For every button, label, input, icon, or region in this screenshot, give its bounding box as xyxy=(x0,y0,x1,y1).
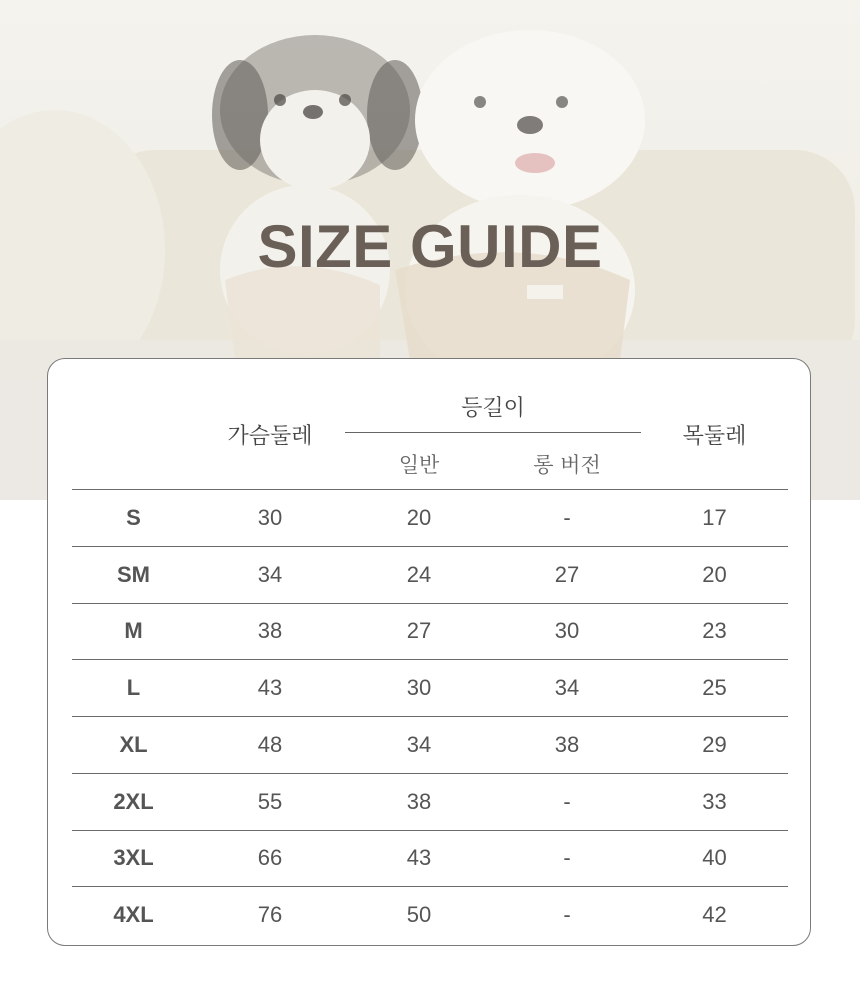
table-row xyxy=(72,660,788,717)
cell-neck: 25 xyxy=(702,675,727,701)
cell-regular: 20 xyxy=(406,504,432,530)
size-chart-card xyxy=(47,358,811,946)
cell-regular: 43 xyxy=(406,845,432,871)
cell-chest: 55 xyxy=(257,788,283,814)
cell-neck: 42 xyxy=(702,902,727,928)
cell-chest: 38 xyxy=(257,618,283,644)
cell-neck: 40 xyxy=(702,845,727,871)
size-label: 3XL xyxy=(113,845,154,871)
cell-chest: 76 xyxy=(257,902,283,928)
cell-chest: 34 xyxy=(257,561,283,587)
cell-neck: 29 xyxy=(702,731,727,757)
cell-neck: 33 xyxy=(702,788,727,814)
table-row xyxy=(72,773,788,830)
size-label: 4XL xyxy=(113,902,154,928)
cell-neck: 23 xyxy=(702,618,727,644)
table-row xyxy=(72,603,788,660)
size-label: XL xyxy=(119,731,148,757)
cell-regular: 30 xyxy=(406,675,432,701)
header-back-length: 등길이 xyxy=(461,396,525,421)
cell-chest: 30 xyxy=(257,504,283,530)
cell-long: - xyxy=(563,902,571,928)
table-row xyxy=(72,717,788,774)
header-neck: 목둘레 xyxy=(682,424,747,449)
cell-long: - xyxy=(563,788,571,814)
header-back-long: 롱 버전 xyxy=(533,453,601,477)
cell-long: 38 xyxy=(554,731,580,757)
cell-chest: 48 xyxy=(257,731,283,757)
cell-regular: 38 xyxy=(406,788,432,814)
cell-long: 27 xyxy=(554,561,580,587)
size-label: S xyxy=(126,504,141,530)
cell-long: - xyxy=(563,504,571,530)
cell-regular: 34 xyxy=(406,731,432,757)
header-back-regular: 일반 xyxy=(398,453,440,477)
cell-long: 30 xyxy=(554,618,580,644)
page-title: SIZE GUIDE xyxy=(257,213,603,280)
table-row xyxy=(72,887,788,944)
header-chest: 가슴둘레 xyxy=(227,424,313,449)
cell-chest: 66 xyxy=(257,845,283,871)
header-divider xyxy=(345,432,641,433)
table-row xyxy=(72,490,788,547)
cell-long: - xyxy=(563,845,571,871)
cell-neck: 20 xyxy=(702,561,727,587)
size-label: 2XL xyxy=(113,788,154,814)
size-label: M xyxy=(124,618,143,644)
table-row xyxy=(72,830,788,887)
table-row xyxy=(72,546,788,603)
cell-long: 34 xyxy=(554,675,580,701)
size-label: SM xyxy=(117,561,150,587)
cell-regular: 27 xyxy=(406,618,432,644)
cell-chest: 43 xyxy=(257,675,283,701)
size-table xyxy=(72,489,788,944)
cell-regular: 24 xyxy=(406,561,432,587)
size-label: L xyxy=(126,675,141,701)
cell-neck: 17 xyxy=(702,504,727,530)
cell-regular: 50 xyxy=(406,902,432,928)
